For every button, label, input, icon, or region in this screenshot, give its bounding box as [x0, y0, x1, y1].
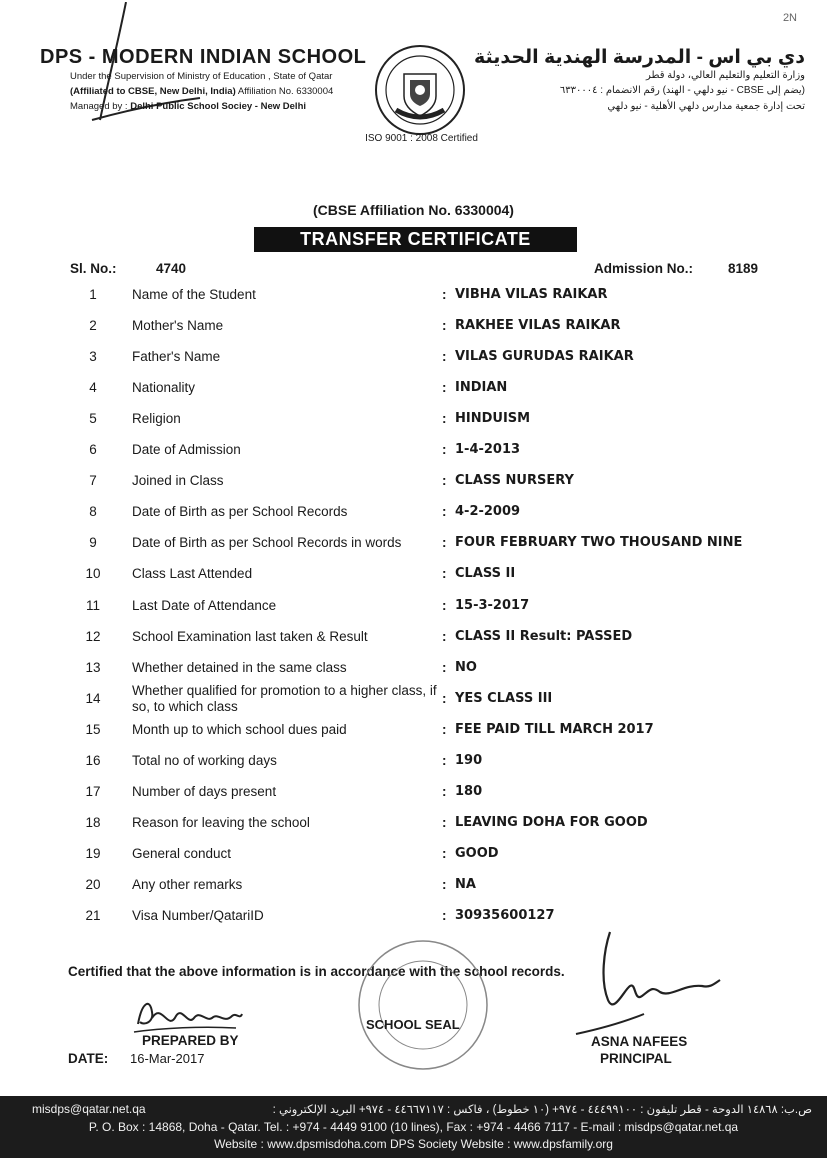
- field-number: 17: [85, 784, 101, 799]
- field-value: FOUR FEBRUARY TWO THOUSAND NINE: [455, 535, 743, 550]
- field-colon: :: [442, 784, 447, 799]
- field-label: Last Date of Attendance: [132, 598, 277, 613]
- field-colon: :: [442, 287, 447, 302]
- field-value: 1-4-2013: [455, 442, 521, 457]
- field-label: Whether qualified for promotion to a higher class, if so, to which class: [132, 683, 437, 714]
- field-number: 10: [85, 566, 101, 581]
- field-value: NA: [455, 877, 476, 892]
- field-colon: :: [442, 318, 447, 333]
- iso-certification: ISO 9001 : 2008 Certified: [365, 133, 478, 144]
- field-colon: :: [442, 504, 447, 519]
- field-number: 16: [85, 753, 101, 768]
- field-number: 4: [89, 380, 97, 395]
- cbse-affiliation: (CBSE Affiliation No. 6330004): [313, 202, 514, 218]
- field-label: Mother's Name: [132, 318, 224, 333]
- field-label: Any other remarks: [132, 877, 243, 892]
- field-number: 13: [85, 660, 101, 675]
- field-row: [0, 745, 827, 776]
- field-value: VIBHA VILAS RAIKAR: [455, 287, 608, 302]
- field-number: 18: [85, 815, 101, 830]
- field-row: [0, 900, 827, 931]
- field-number: 3: [89, 349, 97, 364]
- field-label: Nationality: [132, 380, 196, 395]
- field-label: Father's Name: [132, 349, 221, 364]
- field-value: NO: [455, 660, 477, 675]
- school-crest-logo: [374, 44, 466, 136]
- field-label: Total no of working days: [132, 753, 277, 768]
- field-value: LEAVING DOHA FOR GOOD: [455, 815, 648, 830]
- prepared-by-label: PREPARED BY: [142, 1033, 239, 1048]
- date-value: 16-Mar-2017: [130, 1051, 205, 1066]
- serial-number-label: Sl. No.:: [70, 261, 117, 276]
- field-label: Whether detained in the same class: [132, 660, 347, 675]
- field-label: Number of days present: [132, 784, 277, 799]
- field-value: VILAS GURUDAS RAIKAR: [455, 349, 634, 364]
- field-row: [0, 310, 827, 341]
- field-label: Reason for leaving the school: [132, 815, 310, 830]
- field-colon: :: [442, 535, 447, 550]
- field-row: [0, 465, 827, 496]
- footer-bar: [0, 1096, 827, 1158]
- field-row: [0, 683, 827, 714]
- footer-websites: Website : www.dpsmisdoha.com DPS Society Website : www.dpsfamily.org: [214, 1137, 613, 1151]
- field-number: 7: [89, 473, 97, 488]
- field-colon: :: [442, 473, 447, 488]
- affiliation-bold: (Affiliated to CBSE, New Delhi, India): [70, 86, 236, 97]
- field-colon: :: [442, 380, 447, 395]
- field-value: RAKHEE VILAS RAIKAR: [455, 318, 621, 333]
- school-seal-stamp: [356, 938, 490, 1072]
- certification-statement: Certified that the above information is in accordance with the school records.: [68, 964, 565, 979]
- field-colon: :: [442, 815, 447, 830]
- field-value: 190: [455, 753, 483, 768]
- admission-number-label: Admission No.:: [594, 261, 694, 276]
- field-row: [0, 496, 827, 527]
- field-row: [0, 776, 827, 807]
- field-number: 2: [89, 318, 97, 333]
- field-label: Visa Number/QatariID: [132, 908, 264, 923]
- field-row: [0, 372, 827, 403]
- field-value: CLASS II: [455, 566, 516, 581]
- field-number: 11: [85, 598, 100, 613]
- field-row: [0, 527, 827, 558]
- field-value: FEE PAID TILL MARCH 2017: [455, 722, 654, 737]
- field-label: Date of Admission: [132, 442, 241, 457]
- managed-by-label: Managed by :: [70, 101, 131, 112]
- field-label: Class Last Attended: [132, 566, 253, 581]
- field-colon: :: [442, 691, 447, 706]
- field-row: [0, 279, 827, 310]
- field-label: Name of the Student: [132, 287, 256, 302]
- admission-number-value: 8189: [728, 261, 759, 276]
- field-number: 1: [89, 287, 97, 302]
- field-row: [0, 558, 827, 589]
- serial-number-value: 4740: [156, 261, 187, 276]
- field-colon: :: [442, 722, 447, 737]
- affiliation-number: Affiliation No. 6330004: [235, 86, 334, 97]
- field-colon: :: [442, 753, 447, 768]
- field-row: [0, 341, 827, 372]
- field-label: Religion: [132, 411, 181, 426]
- principal-name: ASNA NAFEES: [591, 1034, 688, 1049]
- date-label: DATE:: [68, 1051, 109, 1066]
- field-row: [0, 714, 827, 745]
- document-title: TRANSFER CERTIFICATE: [254, 227, 577, 252]
- field-colon: :: [442, 846, 447, 861]
- field-number: 6: [89, 442, 97, 457]
- field-label: Month up to which school dues paid: [132, 722, 347, 737]
- arabic-ministry-line: وزارة التعليم والتعليم العالي، دولة قطر: [645, 70, 805, 81]
- field-label: Date of Birth as per School Records in words: [132, 535, 402, 550]
- field-value: CLASS II Result: PASSED: [455, 629, 633, 644]
- field-value: GOOD: [455, 846, 499, 861]
- field-value: CLASS NURSERY: [455, 473, 574, 488]
- field-label: School Examination last taken & Result: [132, 629, 368, 644]
- footer-email: misdps@qatar.net.qa: [32, 1102, 146, 1116]
- reference-mark: 2N: [782, 12, 797, 24]
- field-row: [0, 434, 827, 465]
- field-number: 21: [85, 908, 101, 923]
- field-colon: :: [442, 598, 447, 613]
- field-row: [0, 621, 827, 652]
- field-number: 15: [85, 722, 101, 737]
- field-colon: :: [442, 660, 447, 675]
- field-value: HINDUISM: [455, 411, 531, 426]
- field-label: Date of Birth as per School Records: [132, 504, 348, 519]
- supervision-line: Under the Supervision of Ministry of Education , State of Qatar: [70, 71, 333, 82]
- school-seal-label: SCHOOL SEAL: [366, 1017, 460, 1032]
- field-number: 20: [85, 877, 101, 892]
- field-value: INDIAN: [455, 380, 508, 395]
- managed-by-society: Delhi Public School Sociey - New Delhi: [130, 101, 307, 112]
- school-name: DPS - MODERN INDIAN SCHOOL: [40, 46, 367, 68]
- field-colon: :: [442, 349, 447, 364]
- field-number: 8: [89, 504, 97, 519]
- principal-signature: [574, 930, 724, 1040]
- footer-contact: P. O. Box : 14868, Doha - Qatar. Tel. : +974 - 4449 9100 (10 lines), Fax : +974 - 4466 7117 - E-mail : misdps@qatar.net.qa: [88, 1120, 739, 1134]
- field-row: [0, 807, 827, 838]
- field-number: 14: [85, 691, 101, 706]
- field-label: Joined in Class: [132, 473, 224, 488]
- field-number: 12: [85, 629, 101, 644]
- field-number: 19: [85, 846, 101, 861]
- arabic-managed-line: تحت إدارة جمعية مدارس دلهي الأهلية - نيو دلهي: [607, 101, 805, 112]
- arabic-school-name: دي بي اس - المدرسة الهندية الحديثة: [473, 47, 805, 68]
- arabic-affiliation-line: (يضم إلى CBSE - نيو دلهي - الهند) رقم الانضمام : ٦٣٣٠٠٠٤: [559, 85, 805, 96]
- field-value: 15-3-2017: [455, 598, 530, 613]
- field-colon: :: [442, 442, 447, 457]
- field-value: YES CLASS III: [455, 691, 553, 706]
- field-row: [0, 869, 827, 900]
- field-row: [0, 652, 827, 683]
- field-value: 180: [455, 784, 483, 799]
- field-number: 9: [89, 535, 97, 550]
- field-row: [0, 403, 827, 434]
- field-colon: :: [442, 411, 447, 426]
- footer-arabic-contact: ص.ب: ١٤٨٦٨ الدوحة - قطر تليفون : ٤٤٤٩٩١٠٠ - ٩٧٤+ (١٠ خطوط) ، فاكس : ٤٤٦٦٧١١٧ - ٩٧٤+ البريد الإلكتروني :: [272, 1104, 812, 1116]
- field-colon: :: [442, 629, 447, 644]
- preparer-signature: [132, 992, 244, 1036]
- field-number: 5: [89, 411, 97, 426]
- managed-by-line: [70, 100, 306, 113]
- field-value: 30935600127: [455, 908, 555, 923]
- field-colon: :: [442, 566, 447, 581]
- field-colon: :: [442, 877, 447, 892]
- field-row: [0, 590, 827, 621]
- affiliation-line: [70, 85, 333, 98]
- field-label: General conduct: [132, 846, 232, 861]
- field-row: [0, 838, 827, 869]
- principal-title: PRINCIPAL: [600, 1051, 672, 1066]
- field-colon: :: [442, 908, 447, 923]
- field-value: 4-2-2009: [455, 504, 521, 519]
